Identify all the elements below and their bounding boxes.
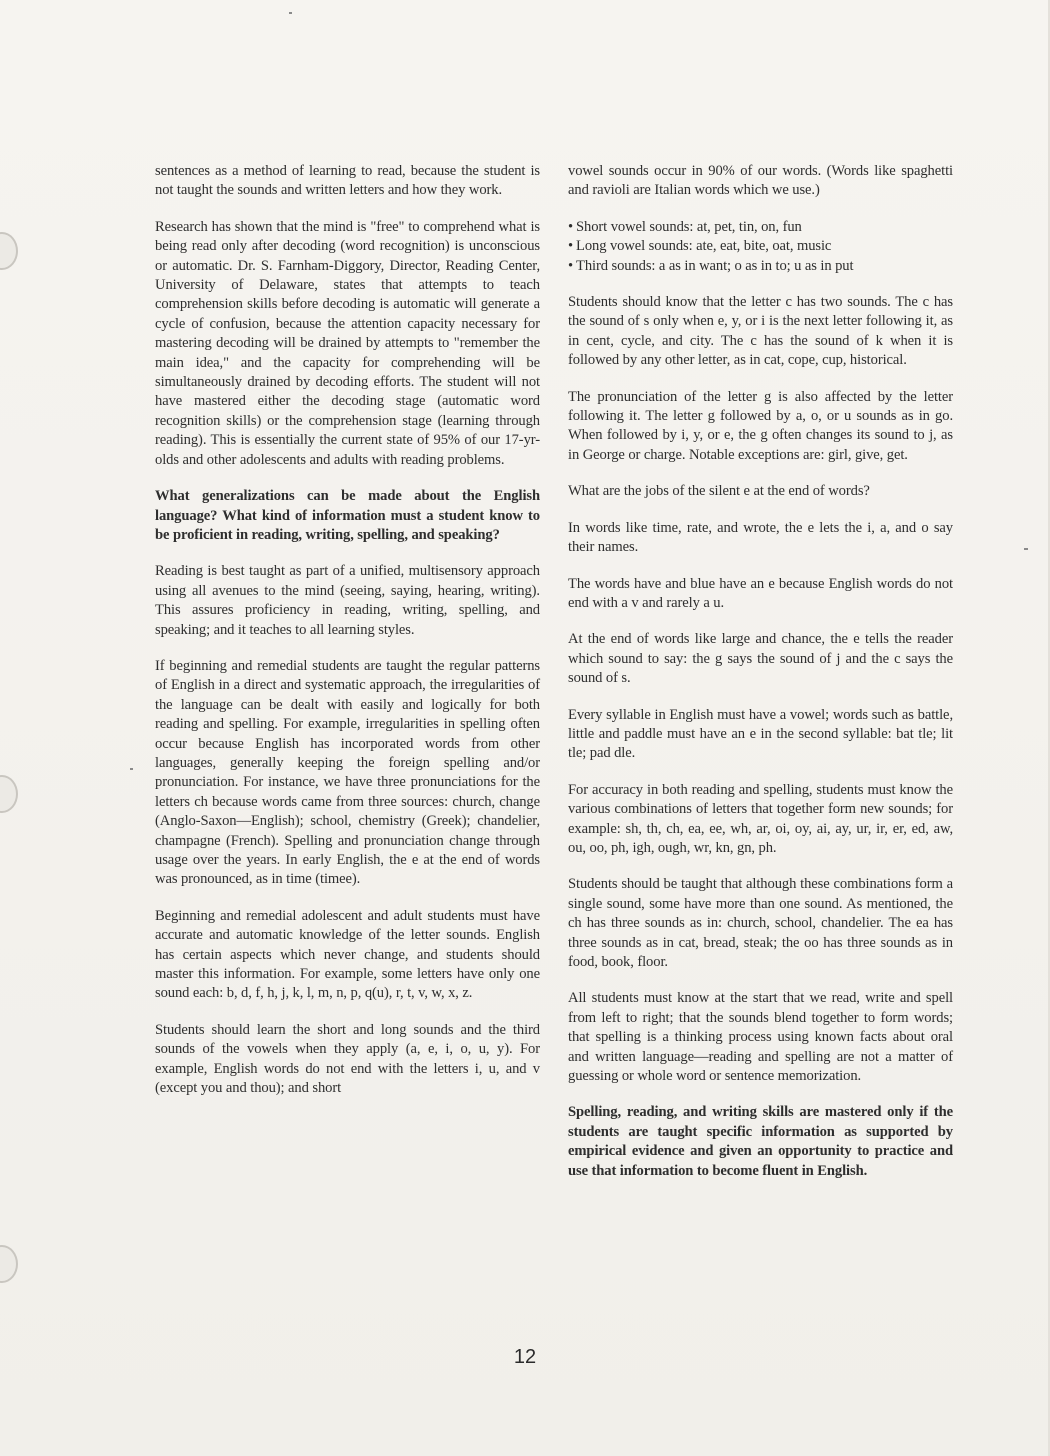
right-column [568,162,953,1198]
left-paragraph: Research has shown that the mind is "free" to comprehend what is being read only after decoding (word recognition) is unconscious or automatic. Dr. S. Farnham-Diggory, Director, Reading Center, University of Delaware, states that attempts to teach comprehension skills before decoding is automatic will generate a cycle of confusion, because the attention capacity necessary for mastering decoding will be drained by attempts to "remember the main idea," and the capacity for comprehending will be simultaneously drained by decoding efforts. The student will not have mastered either the decoding stage (automatic word recognition skills) or the comprehension stage (learning through reading). This is essentially the current state of 95% of our 17-yr-olds and other adolescents and adults with reading problems. [155,218,540,468]
right-paragraph: All students must know at the start that we read, write and spell from left to right; that the sounds blend together to form words; that spelling is a thinking process using known facts about oral and written language—reading and spelling are not a matter of guessing or whole word or sentence memorization. [568,990,953,1085]
right-paragraph: The pronunciation of the letter g is also affected by the letter following it. The letter g followed by a, o, or u sounds as in go. When followed by i, y, or e, the g often changes its sound to j, as in George or charge. Notable exceptions are: girl, give, get. [568,388,953,463]
scan-speck [130,768,133,770]
right-paragraph: Students should be taught that although these combinations form a single sound, some have more than one sound. As mentioned, the ch has three sounds as in: church, school, chandelier. The ea has three sounds as in cat, bread, steak; the oo has three sounds as in food, book, floor. [568,876,953,970]
page-number: 12 [513,1346,537,1368]
right-intro-paragraph: vowel sounds occur in 90% of our words. (Words like spaghetti and ravioli are Italian words which we use.) [568,163,953,199]
left-paragraph: Beginning and remedial adolescent and adult students must have accurate and automatic knowledge of the letter sounds. English has certain aspects which never change, and students should master this information. For example, some letters have only one sound each: b, d, f, h, j, k, l, m, n, p, q(u), r, t, v, w, x, z. [155,907,540,1002]
left-column [155,162,540,1115]
left-paragraph: If beginning and remedial students are taught the regular patterns of English in a direct and systematic approach, the irregularities of the language can be dealt with easily and logically for both reading and spelling. For example, irregularities in spelling often occur because English has incorporated words from other languages, generally keeping the foreign spelling and/or pronunciation. For instance, we have three pronunciations for the letters ch because words came from three sources: church, change (Anglo-Saxon—English); school, chemistry (Greek); chandelier, champagne (French). Spelling and pronunciation change through usage over the years. In early English, the e at the end of words was pronounced, as in time (timee). [155,657,540,888]
left-paragraph: Reading is best taught as part of a unified, multisensory approach using all avenues to the mind (seeing, saying, hearing, writing). This assures proficiency in reading, writing, spelling, and speaking; and it teaches to all learning styles. [155,563,540,638]
list-item: • Short vowel sounds: at, pet, tin, on, fun [568,218,953,237]
right-paragraph: In words like time, rate, and wrote, the e lets the i, a, and o say their names. [568,519,953,556]
binder-hole-middle [0,775,18,813]
left-paragraph: Students should learn the short and long sounds and the third sounds of the vowels when they apply (a, e, i, o, u, y). For example, English words do not end with the letters i, u, and v (except you and thou); and short [155,1021,540,1097]
vowel-sound-list [568,218,953,276]
left-paragraph: sentences as a method of learning to read, because the student is not taught the sounds and written letters and how they work. [155,163,540,199]
right-paragraph: For accuracy in both reading and spelling, students must know the various combinations of letters that together form new sounds; for example: sh, th, ch, ea, ee, wh, ar, oi, oy, ai, ay, ur, ir, er, ed, aw, ou, oo, ph, igh, ough, wr, kn, gn, ph. [568,781,953,856]
binder-hole-top [0,232,18,270]
binder-hole-bottom [0,1245,18,1283]
right-paragraph: The words have and blue have an e because English words do not end with a v and rarely a u. [568,575,953,611]
right-paragraph: Every syllable in English must have a vowel; words such as battle, little and paddle must have an e in the second syllable: bat tle; lit tle; pad dle. [568,706,953,762]
scan-speck [289,12,292,14]
right-closing-statement: Spelling, reading, and writing skills are mastered only if the students are taught specific information as supported by empirical evidence and given an opportunity to practice and use that information to become fluent in English. [568,1104,953,1179]
list-item: • Long vowel sounds: ate, eat, bite, oat, music [568,237,953,256]
list-item: • Third sounds: a as in want; o as in to; u as in put [568,257,953,276]
left-heading-question: What generalizations can be made about the English language? What kind of information must a student know to be proficient in reading, writing, spelling, and speaking? [155,488,540,543]
right-question: What are the jobs of the silent e at the end of words? [568,483,870,500]
scan-speck [1024,548,1028,550]
right-paragraph: Students should know that the letter c has two sounds. The c has the sound of s only when e, y, or i is the next letter following it, as in cent, cycle, and city. The c has the sound of k when it is followed by any other letter, as in cat, cope, cup, historical. [568,294,953,369]
right-paragraph: At the end of words like large and chance, the e tells the reader which sound to say: the g says the sound of j and the c says the sound of s. [568,631,953,687]
